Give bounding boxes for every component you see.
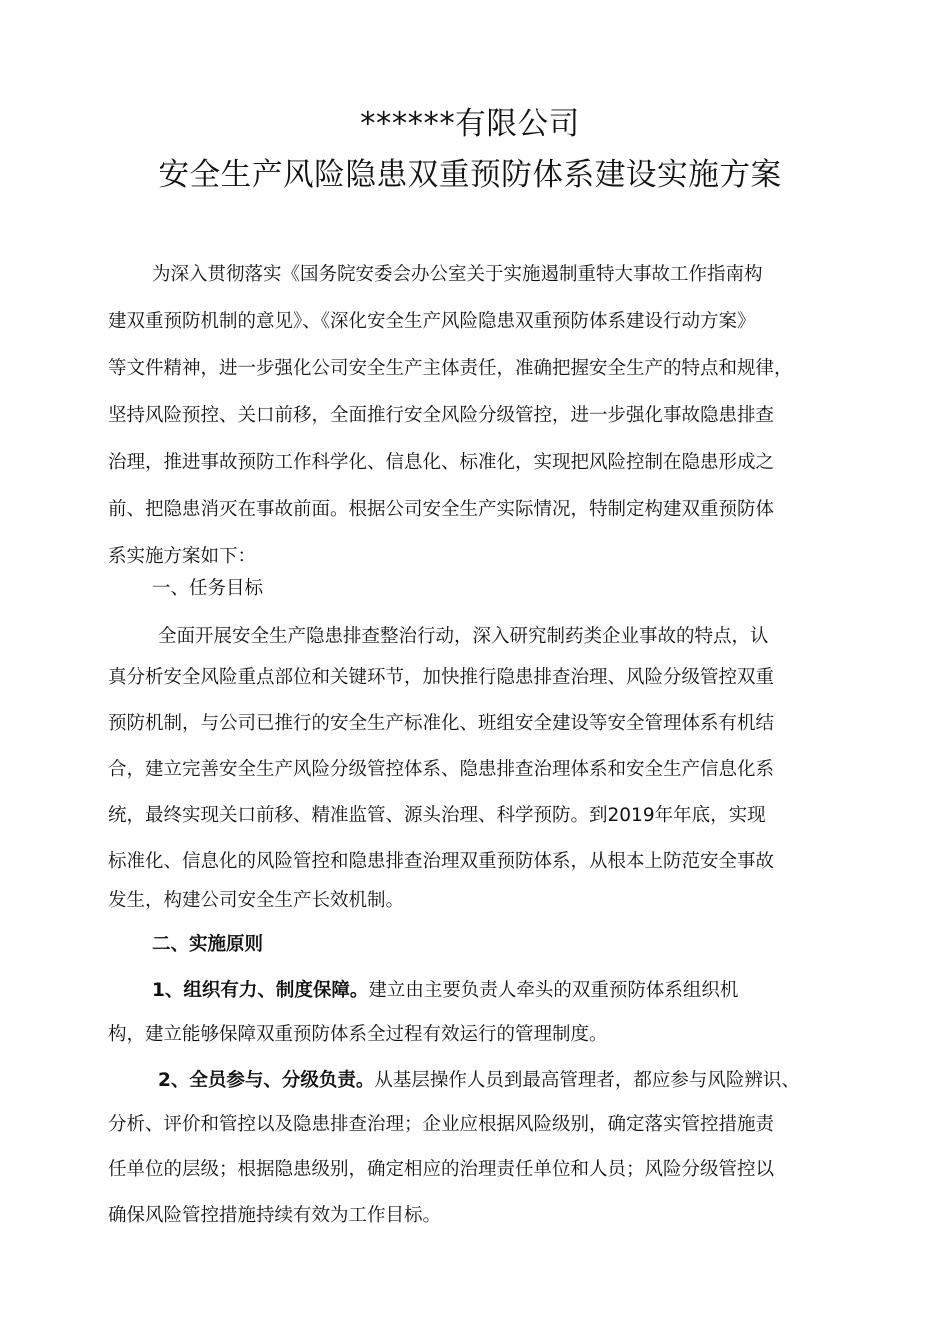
principle-2-title: 2、全员参与、分级负责。	[158, 1070, 375, 1091]
principle-2-line: 分析、评价和管控以及隐患排查治理；企业应根据风险级别，确定落实管控措施责	[108, 1114, 775, 1135]
goals-line: 发生，构建公司安全生产长效机制。	[108, 890, 405, 911]
goals-line: 标准化、信息化的风险管控和隐患排查治理双重预防体系，从根本上防范安全事故	[108, 851, 775, 872]
intro-line: 系实施方案如下：	[108, 546, 257, 567]
goals-line: 预防机制，与公司已推行的安全生产标准化、班组安全建设等安全管理体系有机结	[108, 713, 775, 734]
principle-1-text: 建立由主要负责人牵头的双重预防体系组织机	[368, 980, 739, 1001]
intro-line: 坚持风险预控、关口前移，全面推行安全风险分级管控，进一步强化事故隐患排查	[108, 405, 775, 426]
principle-2-text: 从基层操作人员到最高管理者，都应参与风险辨识、	[374, 1070, 800, 1091]
intro-line: 等文件精神，进一步强化公司安全生产主体责任，准确把握安全生产的特点和规律，	[108, 358, 793, 379]
intro-line: 前、把隐患消灭在事故前面。根据公司安全生产实际情况，特制定构建双重预防体	[108, 499, 775, 520]
goals-line: 全面开展安全生产隐患排查整治行动，深入研究制药类企业事故的特点，认	[158, 626, 769, 647]
principle-1-line	[152, 978, 738, 1004]
goals-line: 统，最终实现关口前移、精准监管、源头治理、科学预防。到2019年年底，实现	[108, 805, 766, 826]
document-title-plan: 安全生产风险隐患双重预防体系建设实施方案	[158, 157, 782, 193]
section-heading-principles: 二、实施原则	[152, 934, 264, 955]
document-title-company: ******有限公司	[360, 106, 580, 142]
principle-1-line: 构，建立能够保障双重预防体系全过程有效运行的管理制度。	[108, 1024, 608, 1045]
principle-2-line: 任单位的层级；根据隐患级别，确定相应的治理责任单位和人员；风险分级管控以	[108, 1159, 775, 1180]
intro-line: 治理，推进事故预防工作科学化、信息化、标准化，实现把风险控制在隐患形成之	[108, 452, 775, 473]
intro-line: 建双重预防机制的意见》、《深化安全生产风险隐患双重预防体系建设行动方案》	[108, 311, 756, 332]
goals-line: 合，建立完善安全生产风险分级管控体系、隐患排查治理体系和安全生产信息化系	[108, 759, 775, 780]
principle-2-line: 确保风险管控措施持续有效为工作目标。	[108, 1205, 442, 1226]
principle-1-title: 1、组织有力、制度保障。	[152, 980, 369, 1001]
intro-line: 为深入贯彻落实《国务院安委会办公室关于实施遏制重特大事故工作指南构	[152, 264, 763, 285]
goals-line: 真分析安全风险重点部位和关键环节，加快推行隐患排查治理、风险分级管控双重	[108, 667, 775, 688]
section-heading-goals: 一、任务目标	[152, 578, 264, 599]
principle-2-line	[158, 1068, 800, 1094]
